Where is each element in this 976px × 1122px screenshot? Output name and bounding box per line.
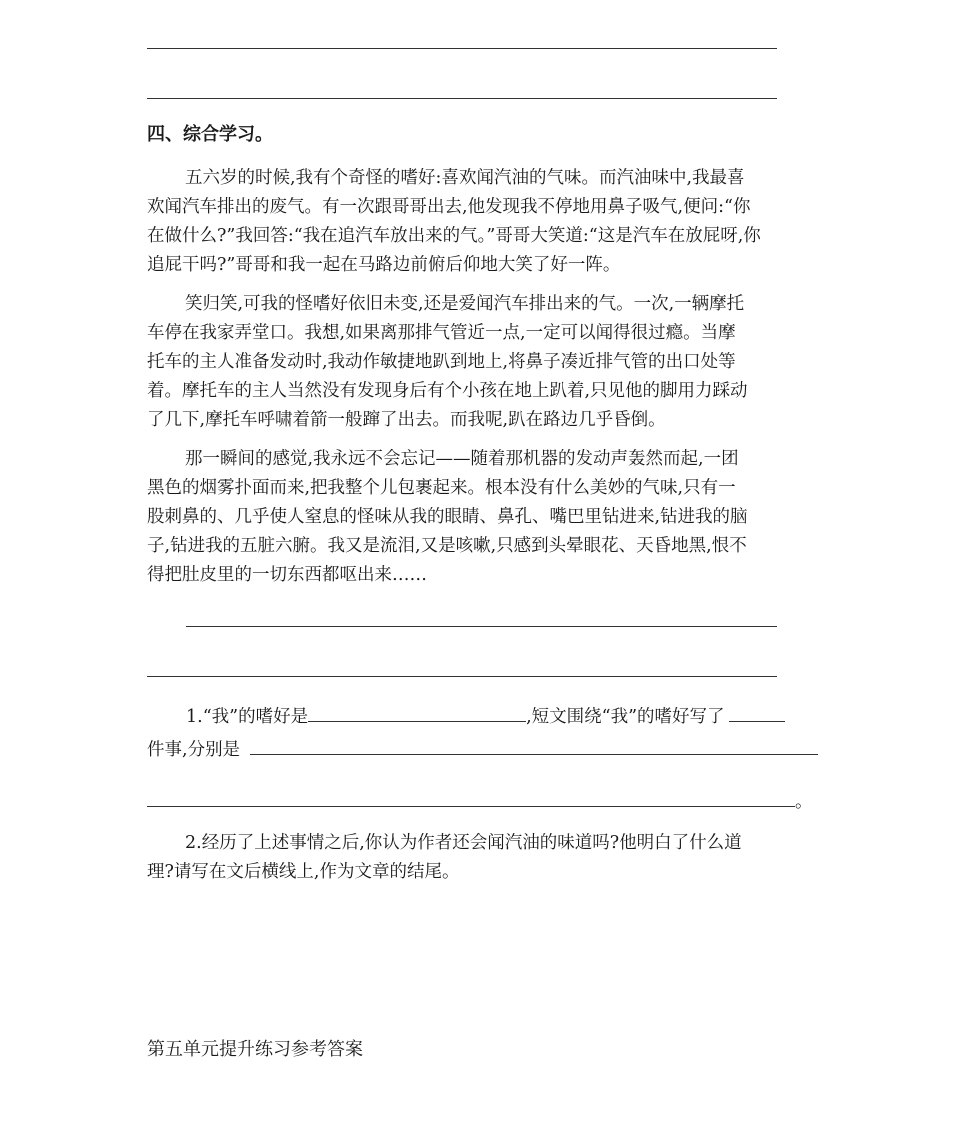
question-1-prompt-a: 1.“我”的嗜好是 <box>186 707 309 727</box>
ending-answer-line-2[interactable] <box>147 676 777 677</box>
question-2-line: 理?请写在文后横线上,作为文章的结尾。 <box>147 862 460 882</box>
paragraph-line: 托车的主人准备发动时,我动作敏捷地趴到地上,将鼻子凑近排气管的出口处等 <box>147 352 736 372</box>
ending-answer-line-1[interactable] <box>186 626 777 627</box>
paragraph-line: 黑色的烟雾扑面而来,把我整个儿包裹起来。根本没有什么美妙的气味,只有一 <box>147 478 736 498</box>
paragraph-line: 股刺鼻的、几乎使人窒息的怪味从我的眼睛、鼻孔、嘴巴里钻进来,钻进我的脑 <box>147 507 748 527</box>
paragraph-line: 在做什么?”我回答:“我在追汽车放出来的气。”哥哥大笑道:“这是汽车在放屁呀,你 <box>147 226 761 246</box>
passage-paragraph-2 <box>147 290 867 435</box>
paragraph-line: 了几下,摩托车呼啸着箭一般蹿了出去。而我呢,趴在路边几乎昏倒。 <box>147 410 666 430</box>
q1-count-blank[interactable] <box>729 703 785 722</box>
section-heading: 四、综合学习。 <box>147 124 273 145</box>
paragraph-line: 笑归笑,可我的怪嗜好依旧未变,还是爱闻汽车排出来的气。一次,一辆摩托 <box>185 294 745 314</box>
answer-line-top-2[interactable] <box>147 98 777 99</box>
paragraph-line: 车停在我家弄堂口。我想,如果离那排气管近一点,一定可以闻得很过瘾。当摩 <box>147 323 736 343</box>
q1-hobby-blank[interactable] <box>308 703 526 722</box>
passage-paragraph-3 <box>147 445 867 590</box>
question-1-prompt-c: 件事,分别是 <box>147 740 241 760</box>
paragraph-line: 着。摩托车的主人当然没有发现身后有个小孩在地上趴着,只见他的脚用力踩动 <box>147 381 748 401</box>
paragraph-line: 欢闻汽车排出的废气。有一次跟哥哥出去,他发现我不停地用鼻子吸气,便问:“你 <box>147 197 751 217</box>
q1-end-mark: 。 <box>795 792 813 812</box>
paragraph-line: 五六岁的时候,我有个奇怪的嗜好:喜欢闻汽油的气味。而汽油味中,我最喜 <box>185 168 745 188</box>
passage-paragraph-1 <box>147 164 867 280</box>
paragraph-line: 得把肚皮里的一切东西都呕出来…… <box>147 565 427 585</box>
q1-events-blank[interactable] <box>250 736 818 755</box>
question-2-line: 2.经历了上述事情之后,你认为作者还会闻汽油的味道吗?他明白了什么道 <box>185 833 742 853</box>
answer-line-top-1[interactable] <box>147 48 777 49</box>
q1-events-blank-continued[interactable] <box>147 806 795 807</box>
question-1-line-2 <box>147 736 818 765</box>
question-2 <box>147 829 867 887</box>
paragraph-line: 子,钻进我的五脏六腑。我又是流泪,又是咳嗽,只感到头晕眼花、天昏地黑,恨不 <box>147 536 747 556</box>
answer-key-title: 第五单元提升练习参考答案 <box>147 1039 363 1060</box>
question-1-line-1 <box>186 703 785 732</box>
paragraph-line: 追屁干吗?”哥哥和我一起在马路边前俯后仰地大笑了好一阵。 <box>147 255 621 275</box>
question-1-prompt-b: ,短文围绕“我”的嗜好写了 <box>526 707 725 727</box>
paragraph-line: 那一瞬间的感觉,我永远不会忘记——随着那机器的发动声轰然而起,一团 <box>185 449 739 469</box>
